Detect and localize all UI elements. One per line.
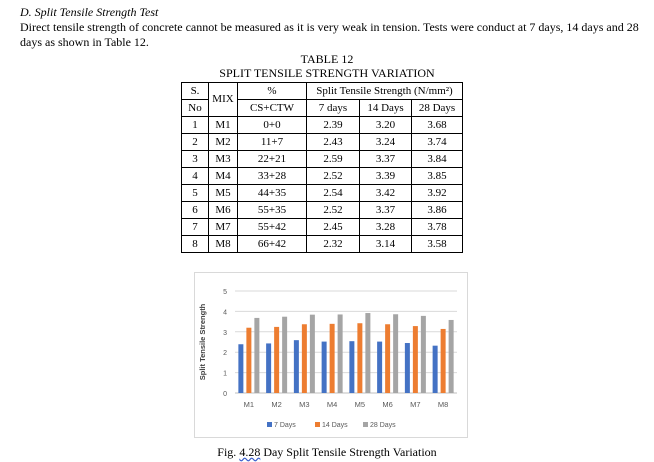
legend-label: 14 Days: [322, 422, 348, 429]
legend-swatch: [315, 422, 320, 427]
header-7-days: 7 days: [307, 100, 360, 117]
cell-sno: 8: [182, 236, 209, 253]
header-sno-bottom: No: [182, 100, 209, 117]
cell-d7: 2.52: [307, 168, 360, 185]
strength-table: [181, 82, 463, 253]
bar-7-days: [433, 346, 438, 393]
cell-pct: 55+35: [238, 202, 307, 219]
legend-label: 28 Days: [370, 422, 396, 429]
cell-d14: 3.37: [360, 151, 412, 168]
cell-d28: 3.85: [412, 168, 463, 185]
table-row: [182, 236, 463, 253]
caption-text: Day Split Tensile Strength Variation: [260, 445, 437, 459]
cell-d7: 2.52: [307, 202, 360, 219]
cell-d7: 2.39: [307, 117, 360, 134]
bar-7-days: [266, 343, 271, 393]
x-tick-label: M5: [354, 400, 366, 409]
legend-label: 7 Days: [274, 422, 296, 429]
y-tick-label: 1: [223, 370, 227, 378]
cell-pct: 66+42: [238, 236, 307, 253]
cell-mix: M5: [209, 185, 238, 202]
cell-pct: 0+0: [238, 117, 307, 134]
x-tick-label: M4: [326, 400, 338, 409]
cell-d28: 3.78: [412, 219, 463, 236]
cell-d14: 3.39: [360, 168, 412, 185]
header-28-days: 28 Days: [412, 100, 463, 117]
cell-d28: 3.68: [412, 117, 463, 134]
cell-d14: 3.28: [360, 219, 412, 236]
cell-pct: 55+42: [238, 219, 307, 236]
legend-swatch: [363, 422, 368, 427]
cell-d7: 2.32: [307, 236, 360, 253]
bar-14-days: [385, 324, 390, 393]
cell-d28: 3.92: [412, 185, 463, 202]
header-14-days: 14 Days: [360, 100, 412, 117]
cell-mix: M4: [209, 168, 238, 185]
bar-28-days: [254, 318, 259, 393]
y-tick-label: 5: [223, 289, 227, 296]
cell-d14: 3.42: [360, 185, 412, 202]
bar-14-days: [302, 324, 307, 393]
cell-d14: 3.20: [360, 117, 412, 134]
x-tick-label: M6: [382, 400, 393, 409]
cell-sno: 2: [182, 134, 209, 151]
bar-28-days: [310, 315, 315, 393]
caption-number: 4.28: [239, 445, 261, 459]
cell-mix: M7: [209, 219, 238, 236]
table-row: [182, 151, 463, 168]
y-axis-title: Split Tensile Strength: [198, 303, 207, 381]
cell-d28: 3.74: [412, 134, 463, 151]
y-tick-label: 2: [223, 350, 227, 358]
bar-14-days: [357, 323, 362, 393]
cell-mix: M3: [209, 151, 238, 168]
table-row: [182, 202, 463, 219]
cell-pct: 44+35: [238, 185, 307, 202]
cell-d28: 3.86: [412, 202, 463, 219]
y-tick-label: 4: [223, 309, 227, 317]
bar-28-days: [421, 316, 426, 393]
header-mix: MIX: [209, 83, 238, 117]
cell-sno: 5: [182, 185, 209, 202]
cell-sno: 4: [182, 168, 209, 185]
cell-d7: 2.43: [307, 134, 360, 151]
cell-d7: 2.54: [307, 185, 360, 202]
cell-pct: 22+21: [238, 151, 307, 168]
bar-28-days: [365, 313, 370, 393]
bar-28-days: [393, 314, 398, 393]
cell-sno: 1: [182, 117, 209, 134]
header-pct-bottom: CS+CTW: [238, 100, 307, 117]
x-tick-label: M1: [243, 400, 255, 409]
cell-mix: M6: [209, 202, 238, 219]
chart-svg: [195, 273, 467, 437]
caption-prefix: Fig.: [217, 445, 240, 459]
bar-7-days: [405, 343, 410, 393]
table-number: TABLE 12: [300, 52, 354, 66]
cell-d7: 2.45: [307, 219, 360, 236]
cell-mix: M2: [209, 134, 238, 151]
bar-14-days: [330, 324, 335, 393]
cell-pct: 11+7: [238, 134, 307, 151]
header-sno-top: S.: [182, 83, 209, 100]
bar-7-days: [322, 342, 327, 393]
x-tick-label: M2: [271, 400, 282, 409]
header-strength-group: Split Tensile Strength (N/mm²): [307, 83, 463, 100]
cell-d14: 3.24: [360, 134, 412, 151]
table-row: [182, 117, 463, 134]
x-tick-label: M8: [437, 400, 449, 409]
cell-sno: 6: [182, 202, 209, 219]
y-tick-label: 3: [223, 329, 227, 337]
cell-d14: 3.37: [360, 202, 412, 219]
legend-swatch: [267, 422, 272, 427]
x-tick-label: M7: [410, 400, 421, 409]
cell-d28: 3.58: [412, 236, 463, 253]
y-tick-label: 0: [223, 391, 227, 398]
figure-caption: [0, 445, 654, 460]
cell-sno: 3: [182, 151, 209, 168]
bar-7-days: [377, 342, 382, 393]
table-row: [182, 134, 463, 151]
bar-28-days: [449, 320, 454, 393]
bar-14-days: [274, 327, 279, 393]
cell-d7: 2.59: [307, 151, 360, 168]
table-row: [182, 219, 463, 236]
x-tick-label: M3: [299, 400, 310, 409]
bar-7-days: [349, 341, 354, 393]
cell-sno: 7: [182, 219, 209, 236]
bar-chart: [194, 272, 468, 438]
bar-7-days: [294, 340, 299, 393]
header-pct-top: %: [238, 83, 307, 100]
table-row: [182, 185, 463, 202]
bar-14-days: [246, 328, 251, 393]
bar-28-days: [282, 317, 287, 393]
table-row: [182, 168, 463, 185]
section-heading: D. Split Tensile Strength Test: [20, 5, 159, 19]
cell-d28: 3.84: [412, 151, 463, 168]
cell-mix: M8: [209, 236, 238, 253]
cell-mix: M1: [209, 117, 238, 134]
table-title: SPLIT TENSILE STRENGTH VARIATION: [219, 66, 435, 80]
bar-14-days: [441, 329, 446, 393]
bar-28-days: [338, 314, 343, 393]
cell-pct: 33+28: [238, 168, 307, 185]
bar-7-days: [238, 344, 243, 393]
cell-d14: 3.14: [360, 236, 412, 253]
section-paragraph: Direct tensile strength of concrete cannot be measured as it is very weak in tension. Tests were conduct at 7 days, 14 days and 28 days as shown in Table 12.: [20, 20, 639, 49]
bar-14-days: [413, 326, 418, 393]
